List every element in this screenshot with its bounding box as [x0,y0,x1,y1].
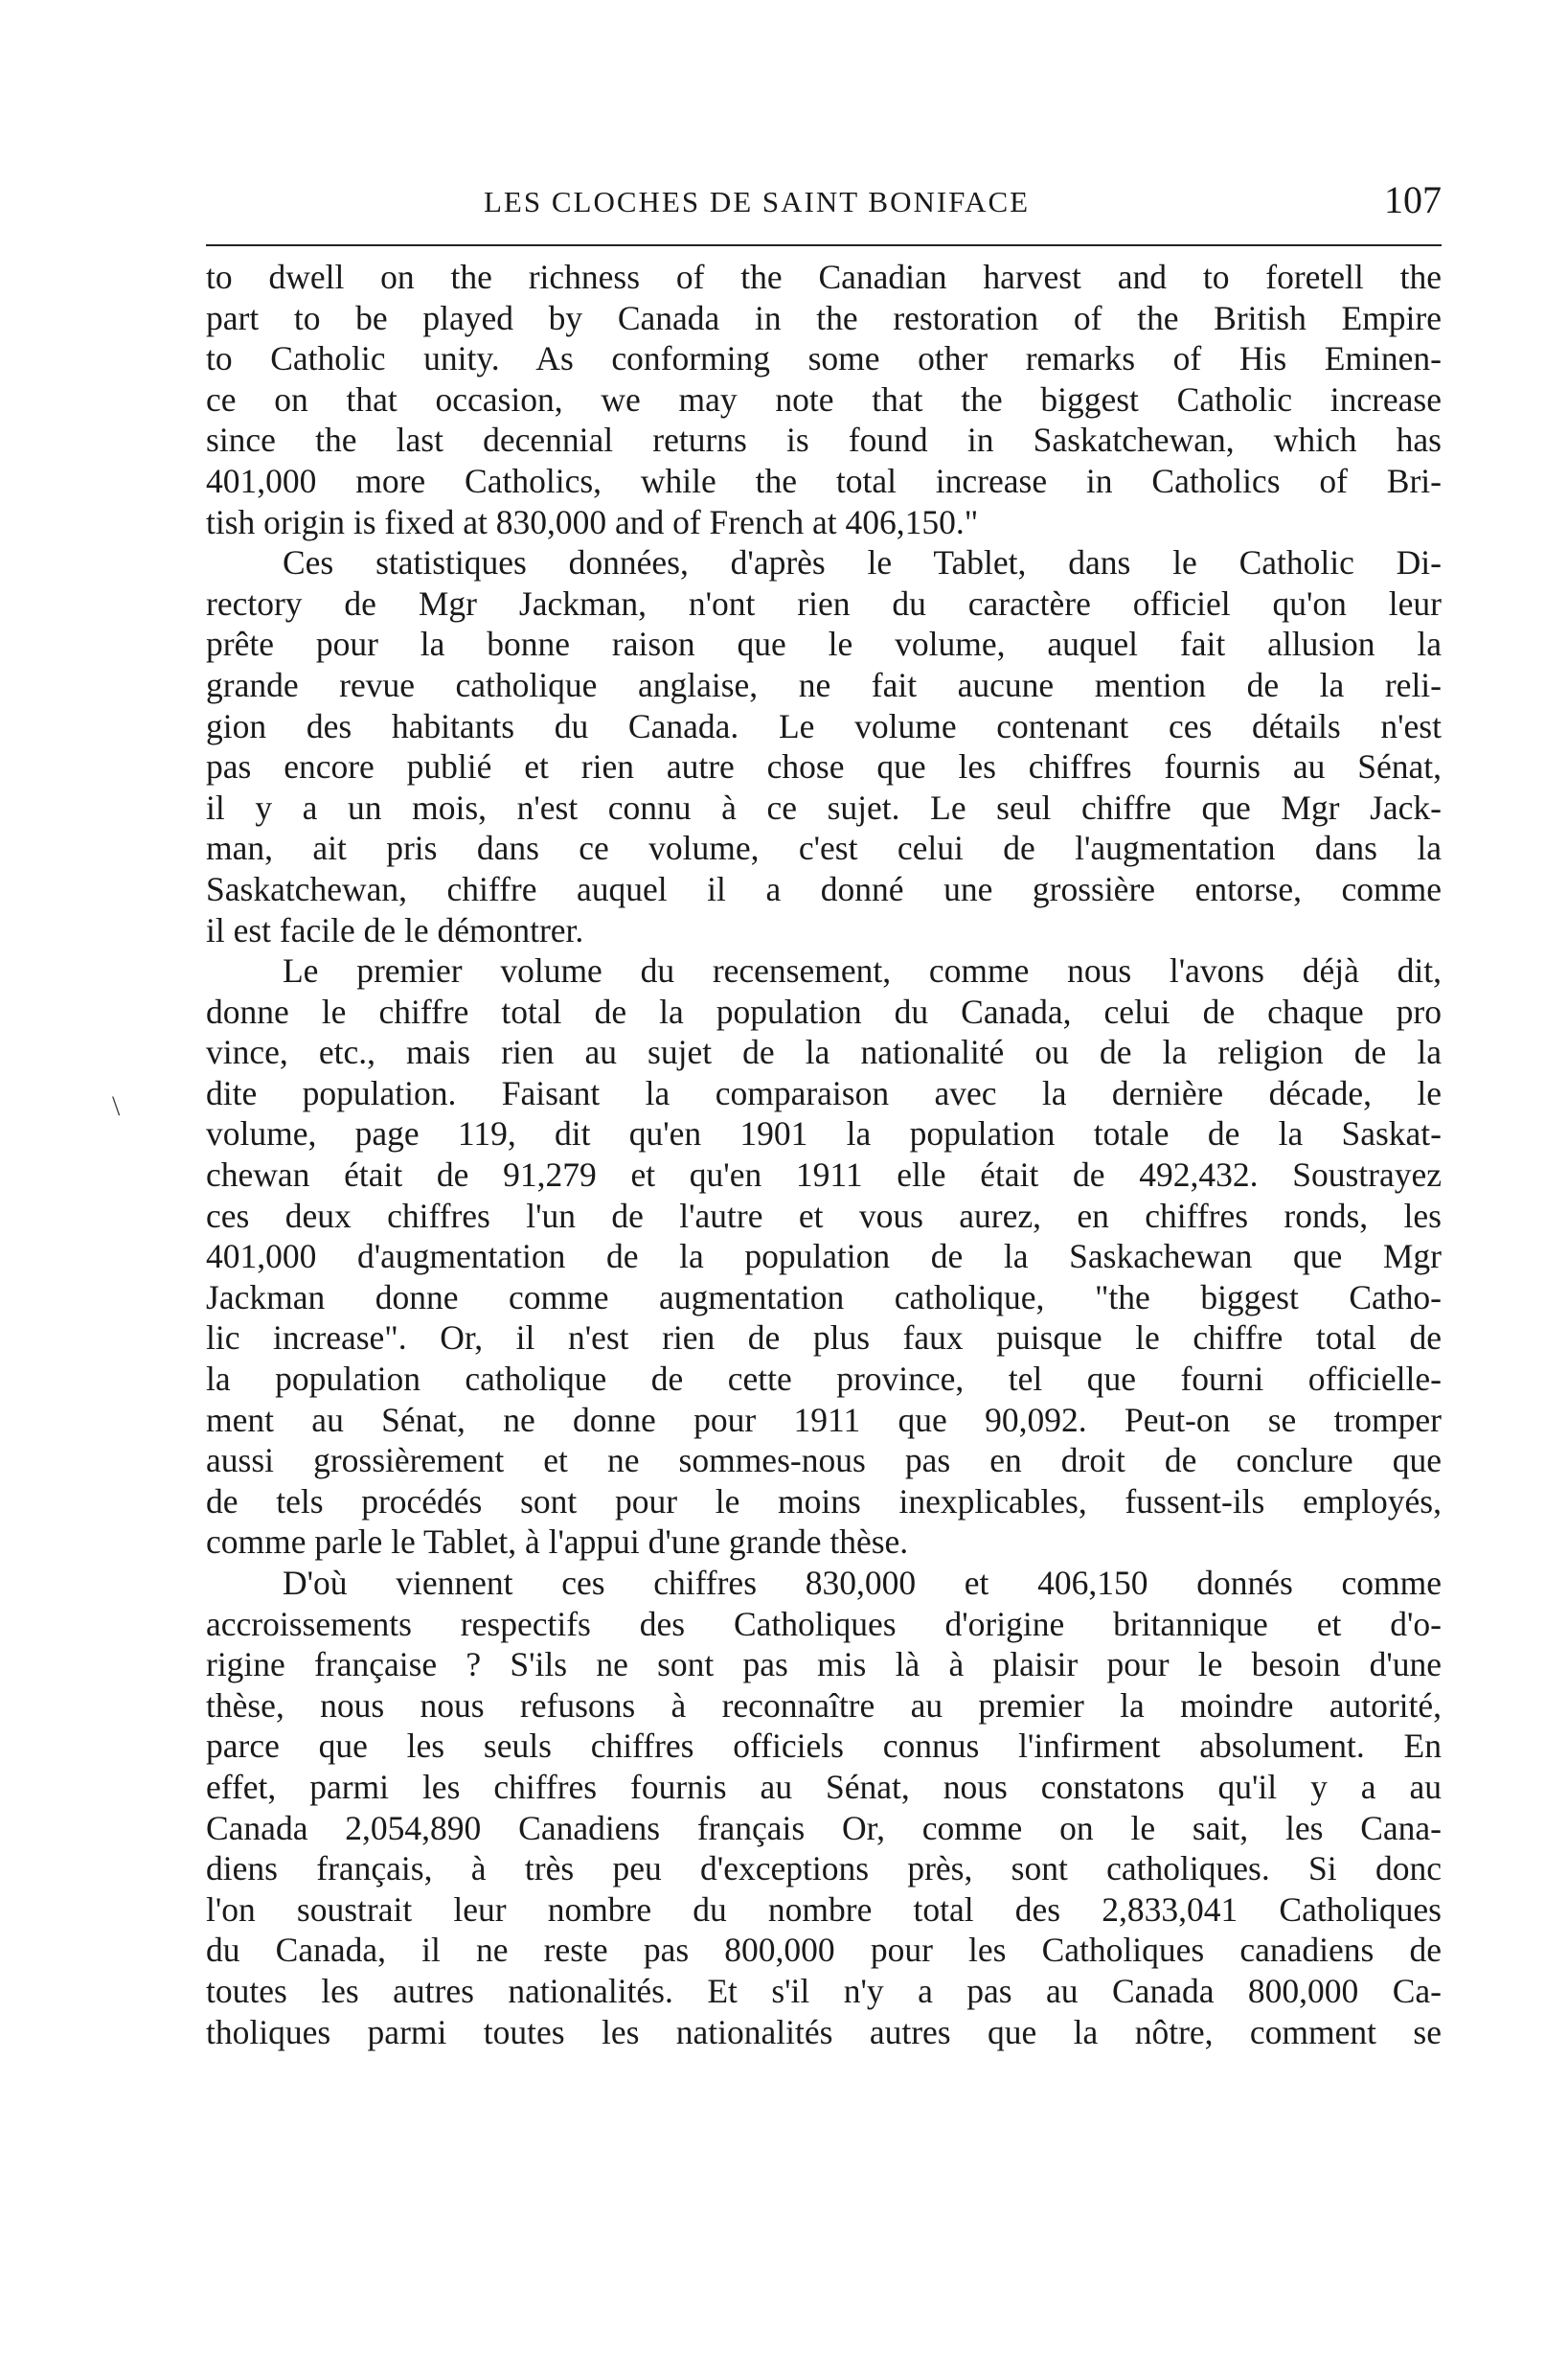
text-line: la population catholique de cette province, tel que fourni officielle- [206,1360,1442,1399]
text-line: il y a un mois, n'est connu à ce sujet. Le seul chiffre que Mgr Jack- [206,788,1442,827]
text-line: tish origin is fixed at 830,000 and of French at 406,150." [206,502,979,541]
header-rule [206,244,1442,246]
text-line: grande revue catholique anglaise, ne fait aucune mention de la reli- [206,665,1442,704]
text-line: ment au Sénat, ne donne pour 1911 que 90,092. Peut-on se tromper [206,1400,1442,1439]
text-line: dite population. Faisant la comparaison avec la dernière décade, le [206,1073,1442,1112]
text-line: man, ait pris dans ce volume, c'est celui de l'augmentation dans la [206,829,1442,868]
text-line: volume, page 119, dit qu'en 1901 la population totale de la Saskat- [206,1114,1442,1154]
text-line: du Canada, il ne reste pas 800,000 pour les Catholiques canadiens de [206,1931,1442,1970]
body-text [206,257,1442,2052]
running-header [206,177,1442,227]
page-number: 107 [1384,178,1442,221]
text-line: since the last decennial returns is found in Saskatchewan, which has [206,421,1442,460]
text-line: toutes les autres nationalités. Et s'il n'y a pas au Canada 800,000 Ca- [206,1971,1442,2010]
text-line: effet, parmi les chiffres fournis au Sénat, nous constatons qu'il y a au [206,1767,1442,1806]
text-line: 401,000 more Catholics, while the total increase in Catholics of Bri- [206,461,1442,500]
text-line: to Catholic unity. As conforming some other remarks of His Eminen- [206,339,1442,378]
text-line: ces deux chiffres l'un de l'autre et vous aurez, en chiffres ronds, les [206,1196,1442,1235]
text-line: lic increase". Or, il n'est rien de plus faux puisque le chiffre total de [206,1318,1442,1358]
text-line: Jackman donne comme augmentation catholique, "the biggest Catho- [206,1277,1442,1316]
text-line: Canada 2,054,890 Canadiens français Or, comme on le sait, les Cana- [206,1808,1442,1847]
text-line: aussi grossièrement et ne sommes-nous pas en droit de conclure que [206,1441,1442,1480]
text-line: thèse, nous nous refusons à reconnaître au premier la moindre autorité, [206,1685,1442,1725]
text-line: 401,000 d'augmentation de la population de la Saskachewan que Mgr [206,1237,1442,1276]
text-line: Ces statistiques données, d'après le Tablet, dans le Catholic Di- [283,543,1442,583]
text-line: Saskatchewan, chiffre auquel il a donné une grossière entorse, comme [206,869,1442,908]
text-line: rectory de Mgr Jackman, n'ont rien du caractère officiel qu'on leur [206,583,1442,623]
text-line: ce on that occasion, we may note that the biggest Catholic increase [206,379,1442,419]
text-line: part to be played by Canada in the restoration of the British Empire [206,298,1442,337]
text-line: tholiques parmi toutes les nationalités autres que la nôtre, comment se [206,2012,1442,2051]
text-line: accroissements respectifs des Catholiques d'origine britannique et d'o- [206,1604,1442,1643]
text-line: gion des habitants du Canada. Le volume contenant ces détails n'est [206,706,1442,745]
text-line: donne le chiffre total de la population du Canada, celui de chaque pro [206,992,1442,1031]
text-line: prête pour la bonne raison que le volume, auquel fait allusion la [206,625,1442,664]
text-line: chewan était de 91,279 et qu'en 1911 elle était de 492,432. Soustrayez [206,1155,1442,1195]
text-line: vince, etc., mais rien au sujet de la nationalité ou de la religion de la [206,1033,1442,1072]
text-line: rigine française ? S'ils ne sont pas mis là à plaisir pour le besoin d'une [206,1645,1442,1684]
text-line: il est facile de le démontrer. [206,910,584,949]
text-line: l'on soustrait leur nombre du nombre total des 2,833,041 Catholiques [206,1889,1442,1929]
text-line: de tels procédés sont pour le moins inexplicables, fussent-ils employés, [206,1481,1442,1521]
text-line: to dwell on the richness of the Canadian harvest and to foretell the [206,258,1442,296]
text-line: Le premier volume du recensement, comme nous l'avons déjà dit, [283,951,1442,991]
text-line: comme parle le Tablet, à l'appui d'une grande thèse. [206,1522,909,1562]
running-title: LES CLOCHES DE SAINT BONIFACE [484,185,1031,218]
text-line: parce que les seuls chiffres officiels connus l'infirment absolument. En [206,1727,1442,1766]
text-line: pas encore publié et rien autre chose que les chiffres fournis au Sénat, [206,747,1442,787]
text-line: D'où viennent ces chiffres 830,000 et 406,150 donnés comme [283,1564,1442,1602]
text-line: diens français, à très peu d'exceptions près, sont catholiques. Si donc [206,1849,1442,1888]
stray-mark: \ [112,1090,121,1122]
